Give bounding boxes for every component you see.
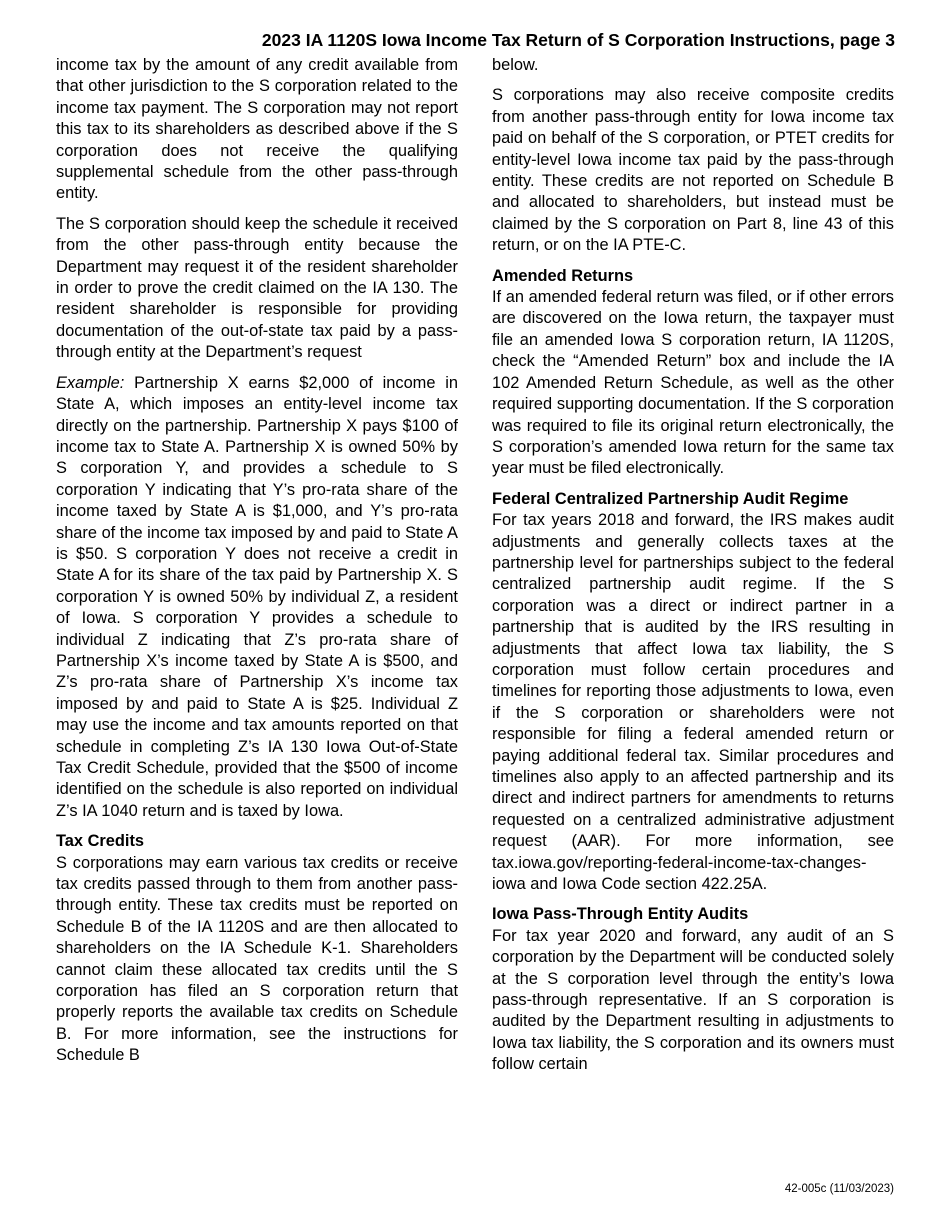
section-heading-federal-audit-regime: Federal Centralized Partnership Audit Regime	[492, 489, 849, 508]
paragraph: For tax years 2018 and forward, the IRS makes audit adjustments and generally collects taxes at the partnership level for partnerships subject to the federal centralized partnership audit regime. If the S corporation was a direct or indirect partner in a partnership that is audited by the IRS resulting in adjustments that affect Iowa tax liability, the S corporation must follow certain procedures and timelines for reporting those adjustments to Iowa, even if the S corporation or shareholders were not responsible for filing a federal amended return or paying additional federal tax. Similar procedures and timelines also apply to an affected partnership and its direct and indirect partners for amendments to returns requested on a centralized administrative adjustment request (AAR). For more information, see tax.iowa.gov/reporting-federal-income-tax-changes-iowa and Iowa Code section 422.25A.	[492, 511, 894, 894]
example-text: Partnership X earns $2,000 of income in State A, which imposes an entity-level income tax directly on the partnership. Partnership X pays $100 of income tax to State A. Partnership X is owned 50% by S corporation Y, and provides a schedule to S corporation Y indicating that Y’s pro-rata share of the income taxed by State A is $1,000, and Y’s pro-rata share of the income tax imposed by and paid to State A is $50. S corporation Y does not receive a credit in State A for its share of the tax paid by Partnership X. S corporation Y is owned 50% by individual Z, a resident of Iowa. S corporation Y provides a schedule to individual Z indicating that Z’s pro-rata share of Partnership X’s income taxed by State A is $500, and Z’s pro-rata share of Partnership X’s income tax imposed by and paid to State A is $25. Individual Z may use the income and tax amounts reported on that schedule in completing Z’s IA 130 Iowa Out-of-State Tax Credit Schedule, provided that the $500 of income identified on the schedule is also reported on individual Z’s IA 1040 return and is taxed by Iowa.	[56, 373, 458, 820]
paragraph: below.	[492, 56, 539, 74]
paragraph: S corporations may earn various tax credits or receive tax credits passed through to them from another pass-through entity. These tax credits must be reported on Schedule B of the IA 1120S and are then allocated to shareholders on the IA Schedule K-1. Shareholders cannot claim these allocated tax credits until the S corporation has filed an S corporation return that properly reports the available tax credits on Schedule B. For more information, see the instructions for Schedule B	[56, 853, 458, 1065]
section-heading-amended-returns: Amended Returns	[492, 266, 634, 285]
section-heading-tax-credits: Tax Credits	[56, 832, 145, 851]
paragraph: S corporations may also receive composite credits from another pass-through entity for Iowa income tax paid on behalf of the S corporation, or PTET credits for entity-level Iowa income tax paid by the pass-through entity. These credits are not reported on Schedule B and allocated to shareholders, but instead must be claimed by the S corporation on Part 8, line 43 of this return, or on the IA PTE-C.	[492, 86, 894, 255]
example-label: Example:	[56, 373, 125, 392]
left-column	[56, 55, 458, 1067]
paragraph: income tax by the amount of any credit available from that other jurisdiction to the S corporation related to the income tax payment. The S corporation may not report this tax to its shareholders as described above if the S corporation does not receive the qualifying supplemental schedule from the other pass-through entity.	[56, 56, 458, 203]
paragraph: The S corporation should keep the schedule it received from the other pass-through entity because the Department may request it of the resident shareholder in order to prove the credit claimed on the IA 130. The resident shareholder is responsible for providing documentation of the out-of-state tax paid by a pass-through entity at the Department’s request	[56, 214, 458, 362]
right-column	[492, 55, 894, 1076]
page-header-title: 2023 IA 1120S Iowa Income Tax Return of S Corporation Instructions, page 3	[261, 30, 895, 50]
paragraph: For tax year 2020 and forward, any audit of an S corporation by the Department will be conducted solely at the S corporation level through the entity’s Iowa pass-through representative. If an S corporation is audited by the Department resulting in adjustments to Iowa tax liability, the S corporation and its owners must follow certain	[492, 926, 894, 1074]
section-heading-pass-through-audits: Iowa Pass-Through Entity Audits	[492, 905, 749, 924]
form-id-footer: 42-005c (11/03/2023)	[784, 1183, 894, 1195]
paragraph: If an amended federal return was filed, or if other errors are discovered on the Iowa return, the taxpayer must file an amended Iowa S corporation return, IA 1120S, check the “Amended Return” box and include the IA 102 Amended Return Schedule, as well as the other required supporting documentation. If the S corporation was required to file its original return electronically, the S corporation’s amended Iowa return for the same tax year must be filed electronically.	[492, 288, 894, 478]
example-paragraph	[56, 373, 458, 823]
